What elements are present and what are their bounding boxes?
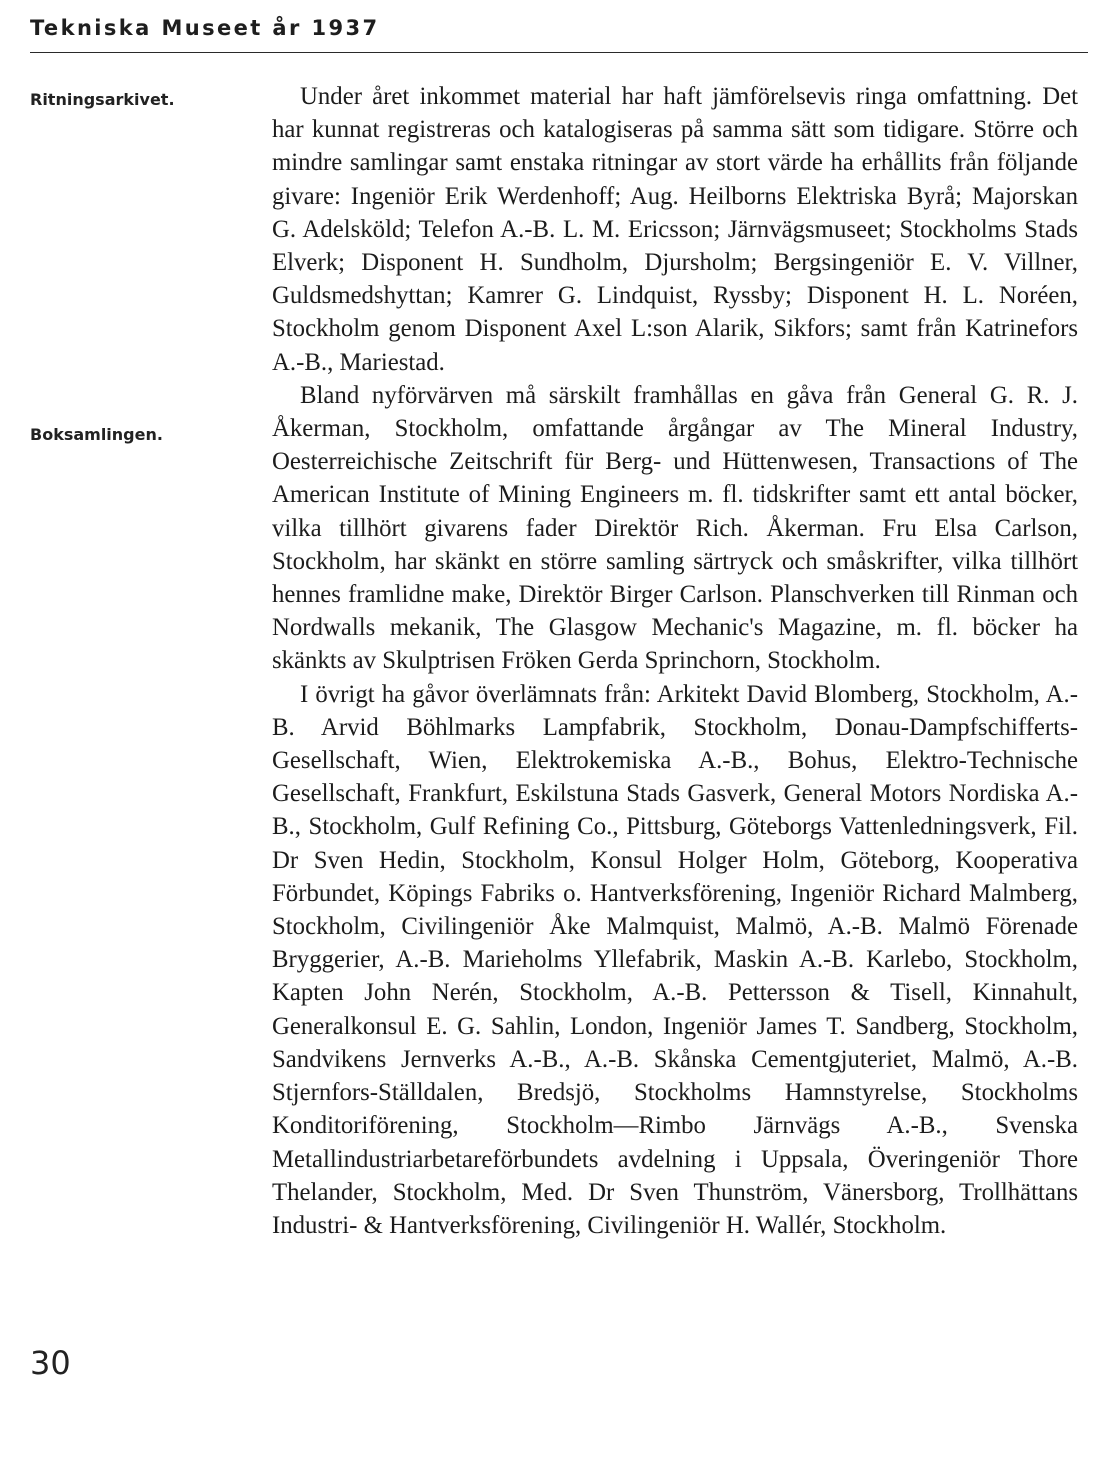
margin-label-ritningsarkivet: Ritningsarkivet.	[30, 90, 175, 109]
header-rule	[30, 52, 1088, 53]
page-number: 30	[30, 1344, 71, 1382]
paragraph-boksamlingen-1: Bland nyförvärven må särskilt framhållas en gåva från General G. R. J. Åkerman, Stockholm, omfattande årgångar av The Mineral Industry, Oesterreichische Zeitschrift für Berg- und Hüttenwesen, Transactions of The American Institute of Mining Engineers m. fl. tidskrifter samt ett antal böcker, vilka tillhört givarens fader Direktör Rich. Åkerman. Fru Elsa Carlson, Stockholm, har skänkt en större samling särtryck och småskrifter, vilka tillhört hennes framlidne make, Direktör Birger Carlson. Planschverken till Rinman och Nordwalls mekanik, The Glasgow Mechanic's Magazine, m. fl. böcker ha skänkts av Skulptrisen Fröken Gerda Sprinchorn, Stockholm.	[272, 381, 1078, 675]
paragraph-boksamlingen-2: I övrigt ha gåvor överlämnats från: Arkitekt David Blomberg, Stockholm, A.-B. Arvid Böhlmarks Lampfabrik, Stockholm, Donau-Dampfschifferts-Gesellschaft, Wien, Elektrokemiska A.-B., Bohus, Elektro-Technische Gesellschaft, Frankfurt, Eskilstuna Stads Gasverk, General Motors Nordiska A.-B., Stockholm, Gulf Refining Co., Pittsburg, Göteborgs Vattenledningsverk, Fil. Dr Sven Hedin, Stockholm, Konsul Holger Holm, Göteborg, Kooperativa Förbundet, Köpings Fabriks o. Hantverksförening, Ingeniör Richard Malmberg, Stockholm, Civilingeniör Åke Malmquist, Malmö, A.-B. Malmö Förenade Bryggerier, A.-B. Marieholms Yllefabrik, Maskin A.-B. Karlebo, Stockholm, Kapten John Nerén, Stockholm, A.-B. Pettersson & Tisell, Kinnahult, Generalkonsul E. G. Sahlin, London, Ingeniör James T. Sandberg, Stockholm, Sandvikens Jernverks A.-B., A.-B. Skånska Cementgjuteriet, Malmö, A.-B. Stjernfors-Ställdalen, Bredsjö, Stockholms Hamnstyrelse, Stockholms Konditoriförening, Stockholm—Rimbo Järnvägs A.-B., Svenska Metallindustriarbetareförbundets avdelning i Uppsala, Överingeniör Thore Thelander, Stockholm, Med. Dr Sven Thunström, Vänersborg, Trollhättans Industri- & Hantverksförening, Civilingeniör H. Wallér, Stockholm.	[272, 680, 1078, 1239]
running-head: Tekniska Museet år 1937	[30, 16, 380, 40]
paragraph-ritningsarkivet: Under året inkommet material har haft jämförelsevis ringa omfattning. Det har kunnat registreras och katalogiseras på samma sätt som tidigare. Större och mindre samlingar samt enstaka ritningar av stort värde ha erhållits från följande givare: Ingeniör Erik Werdenhoff; Aug. Heilborns Elektriska Byrå; Majorskan G. Adelsköld; Telefon A.-B. L. M. Ericsson; Järnvägsmuseet; Stockholms Stads Elverk; Disponent H. Sundholm, Djursholm; Bergsingeniör E. V. Villner, Guldsmedshyttan; Kamrer G. Lindquist, Ryssby; Disponent H. L. Noréen, Stockholm genom Disponent Axel L:son Alarik, Sikfors; samt från Katrinefors A.-B., Mariestad.	[272, 83, 1078, 376]
margin-label-boksamlingen: Boksamlingen.	[30, 425, 163, 444]
body-text	[272, 80, 1078, 1242]
